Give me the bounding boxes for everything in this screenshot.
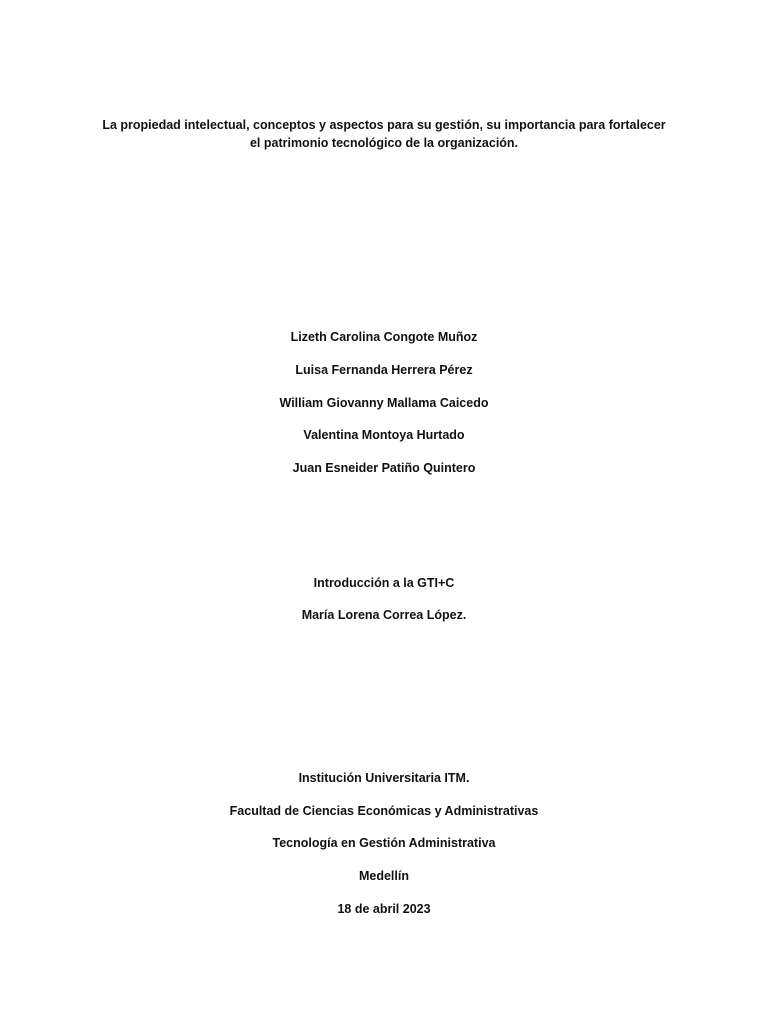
teacher-name: María Lorena Correa López. — [301, 608, 467, 622]
date: 18 de abril 2023 — [337, 902, 431, 916]
author-1: Lizeth Carolina Congote Muñoz — [290, 330, 478, 344]
course-name: Introducción a la GTI+C — [313, 576, 455, 590]
author-3: William Giovanny Mallama Caicedo — [279, 396, 489, 410]
author-5: Juan Esneider Patiño Quintero — [292, 461, 476, 475]
program-name: Tecnología en Gestión Administrativa — [272, 836, 496, 850]
faculty-name: Facultad de Ciencias Económicas y Administrativas — [229, 804, 539, 818]
institution-name: Institución Universitaria ITM. — [298, 771, 470, 785]
author-2: Luisa Fernanda Herrera Pérez — [295, 363, 473, 377]
title-line-1: La propiedad intelectual, conceptos y aspectos para su gestión, su importancia para fortalecer — [102, 118, 666, 132]
author-4: Valentina Montoya Hurtado — [303, 428, 465, 442]
city: Medellín — [358, 869, 409, 883]
document-title — [84, 116, 684, 152]
title-line-2: el patrimonio tecnológico de la organización. — [249, 136, 519, 150]
